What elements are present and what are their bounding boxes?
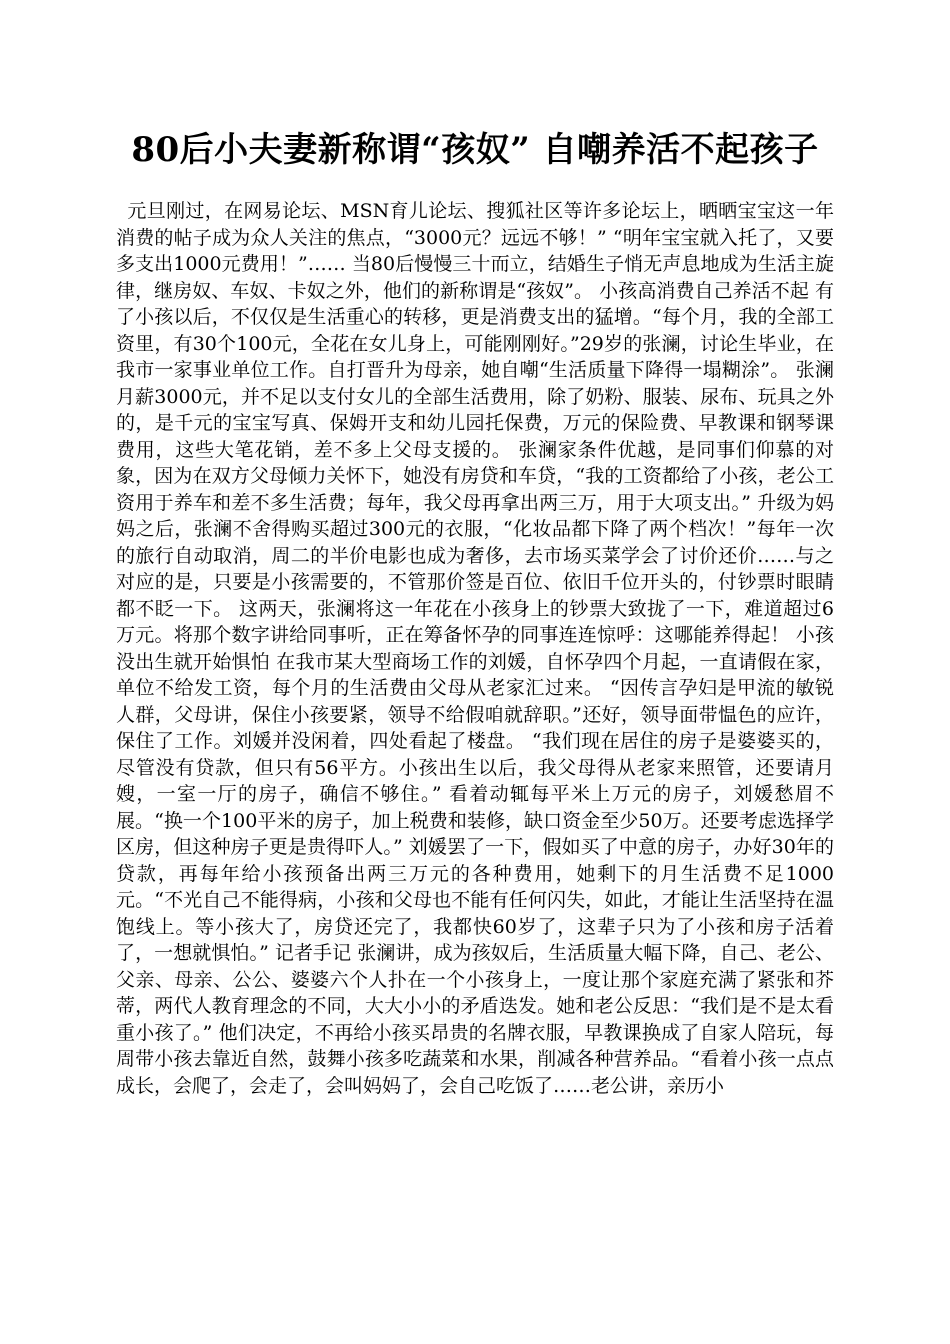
page-title: 80后小夫妻新称谓“孩奴” 自嘲养活不起孩子 xyxy=(131,130,819,170)
article-body: 元旦刚过，在网易论坛、MSN育儿论坛、搜狐社区等许多论坛上，晒晒宝宝这一年消费的帖子成为众人关注的焦点，“3000元？远远不够！” “明年宝宝就入托了，又要多支出1000元费用！”…… 当80后慢慢三十而立，结婚生子悄无声息地成为生活主旋律，继房奴、车奴、卡奴之外，他们的新称谓是“孩奴”。 小孩高消费自己养活不起 有了小孩以后，不仅仅是生活重心的转移，更是消费支出的猛增。“每个月，我的全部工资里，有30个100元，全花在女儿身上，可能刚刚好。”29岁的张澜，讨论生毕业，在我市一家事业单位工作。自打晋升为母亲，她自嘲“生活质量下降得一塌糊涂”。 张澜月薪3000元，并不足以支付女儿的全部生活费用，除了奶粉、服装、尿布、玩具之外的，是千元的宝宝写真、保姆开支和幼儿园托保费，万元的保险费、早教课和钢琴课费用，这些大笔花销，差不多上父母支援的。 张澜家条件优越，是同事们仰慕的对象，因为在双方父母倾力关怀下，她没有房贷和车贷，“我的工资都给了小孩，老公工资用于养车和差不多生活费；每年，我父母再拿出两三万，用于大项支出。” 升级为妈妈之后，张澜不舍得购买超过300元的衣服，“化妆品都下降了两个档次！”每年一次的旅行自动取消，周二的半价电影也成为奢侈，去市场买菜学会了讨价还价……与之对应的是，只要是小孩需要的，不管那价签是百位、依旧千位开头的，付钞票时眼睛都不眨一下。 这两天，张澜将这一年花在小孩身上的钞票大致拢了一下，难道超过6万元。将那个数字讲给同事听，正在筹备怀孕的同事连连惊呼：这哪能养得起！ 小孩没出生就开始惧怕 在我市某大型商场工作的刘媛，自怀孕四个月起，一直请假在家，单位不给发工资，每个月的生活费由父母从老家汇过来。 “因传言孕妇是甲流的敏锐人群，父母讲，保住小孩要紧，领导不给假咱就辞职。”还好，领导面带愠色的应许，保住了工作。刘媛并没闲着，四处看起了楼盘。 “我们现在居住的房子是婆婆买的，尽管没有贷款，但只有56平方。小孩出生以后，我父母得从老家来照管，还要请月嫂，一室一厅的房子，确信不够住。” 看着动辄每平米上万元的房子，刘媛愁眉不展。“换一个100平米的房子，加上税费和装修，缺口资金至少50万。还要考虑选择学区房，但这种房子更是贵得吓人。” 刘媛罢了一下，假如买了中意的房子，办好30年的贷款，再每年给小孩预备出两三万元的各种费用，她剩下的月生活费不足1000元。“不光自己不能得病，小孩和父母也不能有任何闪失，如此，才能让生活坚持在温饱线上。等小孩大了，房贷还完了，我都快60岁了，这辈子只为了小孩和房子活着了，一想就惧怕。” 记者手记 张澜讲，成为孩奴后，生活质量大幅下降，自己、老公、父亲、母亲、公公、婆婆六个人扑在一个小孩身上，一度让那个家庭充满了紧张和芥蒂，两代人教育理念的不同，大大小小的矛盾迭发。她和老公反思：“我们是不是太看重小孩了。” 他们决定，不再给小孩买昂贵的名牌衣服，早教课换成了自家人陪玩，每周带小孩去靠近自然，鼓舞小孩多吃蔬菜和水果，削减各种营养品。“看着小孩一点点成长，会爬了，会走了，会叫妈妈了，会自己吃饭了……老公讲，亲历小 xyxy=(116,200,834,1097)
